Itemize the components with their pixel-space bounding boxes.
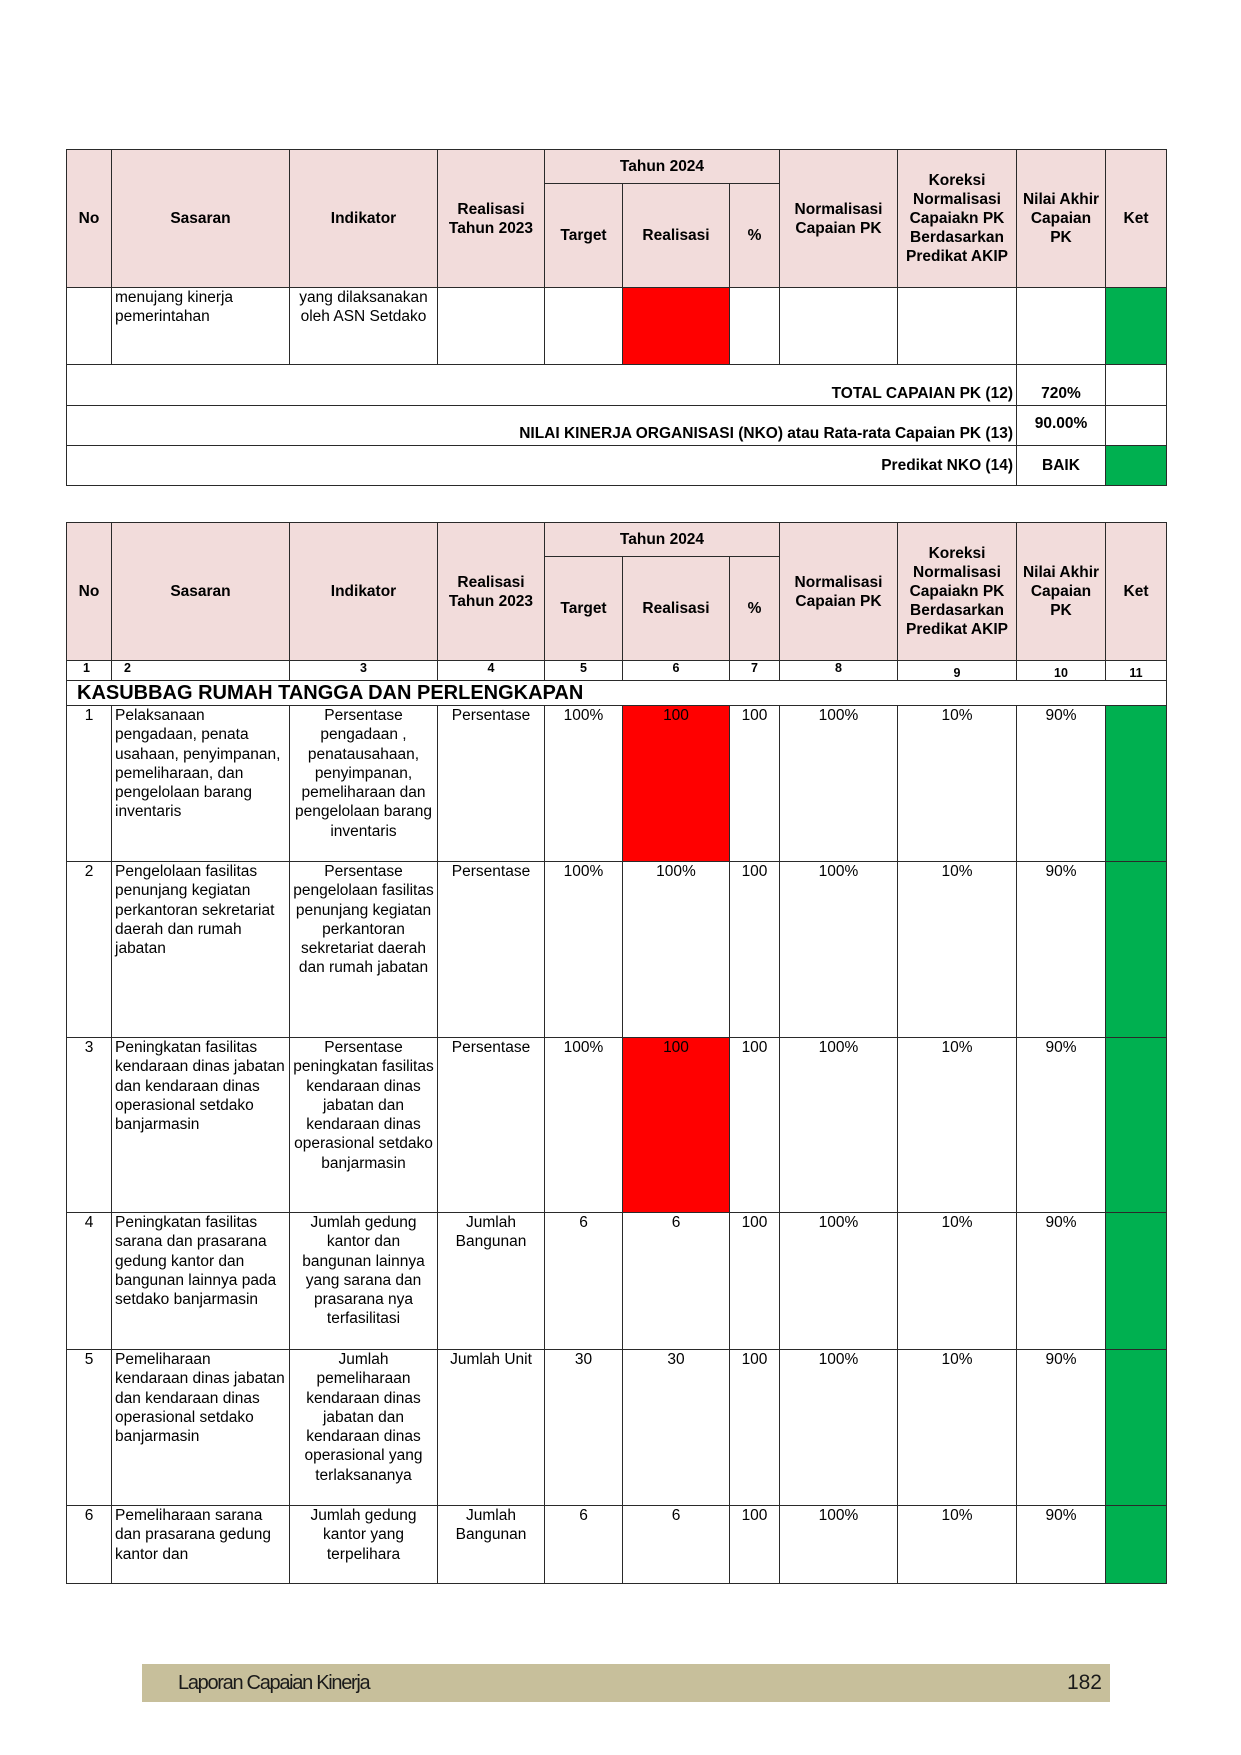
realisasi-2023-cell: Jumlah Bangunan — [438, 1506, 545, 1584]
realisasi-2023-cell: Persentase — [438, 1038, 545, 1213]
nilai-akhir-cell: 90% — [1017, 1350, 1106, 1506]
header-realisasi: Realisasi — [623, 184, 730, 288]
nilai-akhir-cell: 90% — [1017, 1038, 1106, 1213]
predikat-row — [67, 446, 1167, 486]
header-ket: Ket — [1106, 150, 1167, 288]
target-cell: 100% — [545, 862, 623, 1038]
page-number: 182 — [1066, 1671, 1102, 1694]
ket-cell — [1106, 288, 1167, 365]
header-koreksi: Koreksi Normalisasi Capaiakn PK Berdasarkan Predikat AKIP — [898, 523, 1017, 661]
sasaran-cell: Pengelolaan fasilitas penunjang kegiatan perkantoran sekretariat daerah dan rumah jabatan — [112, 862, 290, 1038]
indikator-cell: Jumlah gedung kantor yang terpelihara — [290, 1506, 438, 1584]
realisasi-cell: 6 — [623, 1506, 730, 1584]
no-cell: 2 — [67, 862, 112, 1038]
header-ket: Ket — [1106, 523, 1167, 661]
total-label: TOTAL CAPAIAN PK (12) — [67, 365, 1017, 406]
normalisasi-cell: 100% — [780, 1506, 898, 1584]
target-cell: 6 — [545, 1506, 623, 1584]
persen-cell: 100 — [730, 1038, 780, 1213]
sasaran-cell: Pemeliharaan kendaraan dinas jabatan dan kendaraan dinas operasional setdako banjarmasin — [112, 1350, 290, 1506]
realisasi-2023-cell: Persentase — [438, 862, 545, 1038]
table-row — [67, 862, 1167, 1038]
sasaran-cell: menujang kinerja pemerintahan — [112, 288, 290, 365]
header-normalisasi: Normalisasi Capaian PK — [780, 150, 898, 288]
ket-cell — [1106, 706, 1167, 862]
header-realisasi-2023: Realisasi Tahun 2023 — [438, 150, 545, 288]
realisasi-cell: 100 — [623, 706, 730, 862]
column-number-row — [67, 661, 1167, 681]
indikator-cell: Jumlah gedung kantor dan bangunan lainnya yang sarana dan prasarana nya terfasilitasi — [290, 1213, 438, 1350]
koreksi-cell: 10% — [898, 706, 1017, 862]
persen-cell: 100 — [730, 706, 780, 862]
persen-cell: 100 — [730, 1350, 780, 1506]
header-tahun-2024: Tahun 2024 — [545, 523, 780, 557]
no-cell: 1 — [67, 706, 112, 862]
section-title: KASUBBAG RUMAH TANGGA DAN PERLENGKAPAN — [67, 681, 1167, 706]
realisasi-cell: 100 — [623, 1038, 730, 1213]
nilai-akhir-cell: 90% — [1017, 1506, 1106, 1584]
capaian-table-rumah-tangga — [66, 522, 1167, 1584]
ket-cell — [1106, 1506, 1167, 1584]
indikator-cell: yang dilaksanakan oleh ASN Setdako — [290, 288, 438, 365]
ket-cell — [1106, 1038, 1167, 1213]
nilai-akhir-cell: 90% — [1017, 862, 1106, 1038]
realisasi-2023-cell: Persentase — [438, 706, 545, 862]
header-indikator: Indikator — [290, 523, 438, 661]
column-number: 10 — [1017, 661, 1106, 681]
indikator-cell: Persentase peningkatan fasilitas kendaraan dinas jabatan dan kendaraan dinas operasional setdako banjarmasin — [290, 1038, 438, 1213]
nilai-akhir-cell: 90% — [1017, 1213, 1106, 1350]
table-row — [67, 1506, 1167, 1584]
footer-title: Laporan Capaian Kinerja — [178, 1672, 370, 1694]
indikator-cell: Persentase pengadaan , penatausahaan, penyimpanan, pemeliharaan dan pengelolaan barang inventaris — [290, 706, 438, 862]
table-row — [67, 288, 1167, 365]
nko-row — [67, 406, 1167, 446]
koreksi-cell: 10% — [898, 1506, 1017, 1584]
no-cell: 5 — [67, 1350, 112, 1506]
header-no: No — [67, 150, 112, 288]
target-cell: 30 — [545, 1350, 623, 1506]
sasaran-cell: Pemeliharaan sarana dan prasarana gedung kantor dan — [112, 1506, 290, 1584]
header-target: Target — [545, 184, 623, 288]
normalisasi-cell: 100% — [780, 706, 898, 862]
target-cell: 6 — [545, 1213, 623, 1350]
realisasi-2023-cell: Jumlah Unit — [438, 1350, 545, 1506]
ket-cell — [1106, 1213, 1167, 1350]
table-row — [67, 706, 1167, 862]
header-persen: % — [730, 184, 780, 288]
column-number: 6 — [623, 661, 730, 681]
no-cell: 6 — [67, 1506, 112, 1584]
column-number: 3 — [290, 661, 438, 681]
header-no: No — [67, 523, 112, 661]
no-cell: 3 — [67, 1038, 112, 1213]
column-number: 5 — [545, 661, 623, 681]
ket-cell — [1106, 862, 1167, 1038]
realisasi-cell — [623, 288, 730, 365]
column-number: 2 — [112, 661, 290, 681]
capaian-table-summary — [66, 149, 1167, 486]
header-normalisasi: Normalisasi Capaian PK — [780, 523, 898, 661]
realisasi-cell: 30 — [623, 1350, 730, 1506]
persen-cell: 100 — [730, 862, 780, 1038]
target-cell: 100% — [545, 1038, 623, 1213]
indikator-cell: Jumlah pemeliharaan kendaraan dinas jabatan dan kendaraan dinas operasional yang terlaksananya — [290, 1350, 438, 1506]
total-value: 720% — [1017, 365, 1106, 406]
koreksi-cell: 10% — [898, 1213, 1017, 1350]
header-realisasi: Realisasi — [623, 557, 730, 661]
persen-cell: 100 — [730, 1213, 780, 1350]
column-number: 4 — [438, 661, 545, 681]
realisasi-2023-cell: Jumlah Bangunan — [438, 1213, 545, 1350]
nilai-akhir-cell: 90% — [1017, 706, 1106, 862]
column-number: 11 — [1106, 661, 1167, 681]
nko-value: 90.00% — [1017, 406, 1106, 446]
header-target: Target — [545, 557, 623, 661]
header-sasaran: Sasaran — [112, 523, 290, 661]
sasaran-cell: Peningkatan fasilitas kendaraan dinas jabatan dan kendaraan dinas operasional setdako banjarmasin — [112, 1038, 290, 1213]
header-koreksi: Koreksi Normalisasi Capaiakn PK Berdasarkan Predikat AKIP — [898, 150, 1017, 288]
column-number: 7 — [730, 661, 780, 681]
header-nilai-akhir: Nilai Akhir Capaian PK — [1017, 150, 1106, 288]
header-persen: % — [730, 557, 780, 661]
predikat-value: BAIK — [1017, 446, 1106, 486]
header-sasaran: Sasaran — [112, 150, 290, 288]
section-row — [67, 681, 1167, 706]
predikat-ket-cell — [1106, 446, 1167, 486]
sasaran-cell: Pelaksanaan pengadaan, penata usahaan, penyimpanan, pemeliharaan, dan pengelolaan barang inventaris — [112, 706, 290, 862]
table-row — [67, 1038, 1167, 1213]
nko-label: NILAI KINERJA ORGANISASI (NKO) atau Rata-rata Capaian PK (13) — [67, 406, 1017, 446]
persen-cell: 100 — [730, 1506, 780, 1584]
normalisasi-cell: 100% — [780, 1350, 898, 1506]
normalisasi-cell: 100% — [780, 862, 898, 1038]
realisasi-cell: 6 — [623, 1213, 730, 1350]
header-nilai-akhir: Nilai Akhir Capaian PK — [1017, 523, 1106, 661]
table-row — [67, 1350, 1167, 1506]
sasaran-cell: Peningkatan fasilitas sarana dan prasarana gedung kantor dan bangunan lainnya pada setdako banjarmasin — [112, 1213, 290, 1350]
normalisasi-cell: 100% — [780, 1038, 898, 1213]
koreksi-cell: 10% — [898, 1350, 1017, 1506]
no-cell: 4 — [67, 1213, 112, 1350]
normalisasi-cell: 100% — [780, 1213, 898, 1350]
column-number: 9 — [898, 661, 1017, 681]
column-number: 8 — [780, 661, 898, 681]
koreksi-cell: 10% — [898, 862, 1017, 1038]
total-row — [67, 365, 1167, 406]
column-number: 1 — [67, 661, 112, 681]
realisasi-cell: 100% — [623, 862, 730, 1038]
ket-cell — [1106, 1350, 1167, 1506]
header-realisasi-2023: Realisasi Tahun 2023 — [438, 523, 545, 661]
table-row — [67, 1213, 1167, 1350]
header-indikator: Indikator — [290, 150, 438, 288]
predikat-label: Predikat NKO (14) — [67, 446, 1017, 486]
header-tahun-2024: Tahun 2024 — [545, 150, 780, 184]
koreksi-cell: 10% — [898, 1038, 1017, 1213]
indikator-cell: Persentase pengelolaan fasilitas penunjang kegiatan perkantoran sekretariat daerah dan rumah jabatan — [290, 862, 438, 1038]
target-cell: 100% — [545, 706, 623, 862]
page-footer — [142, 1664, 1110, 1702]
